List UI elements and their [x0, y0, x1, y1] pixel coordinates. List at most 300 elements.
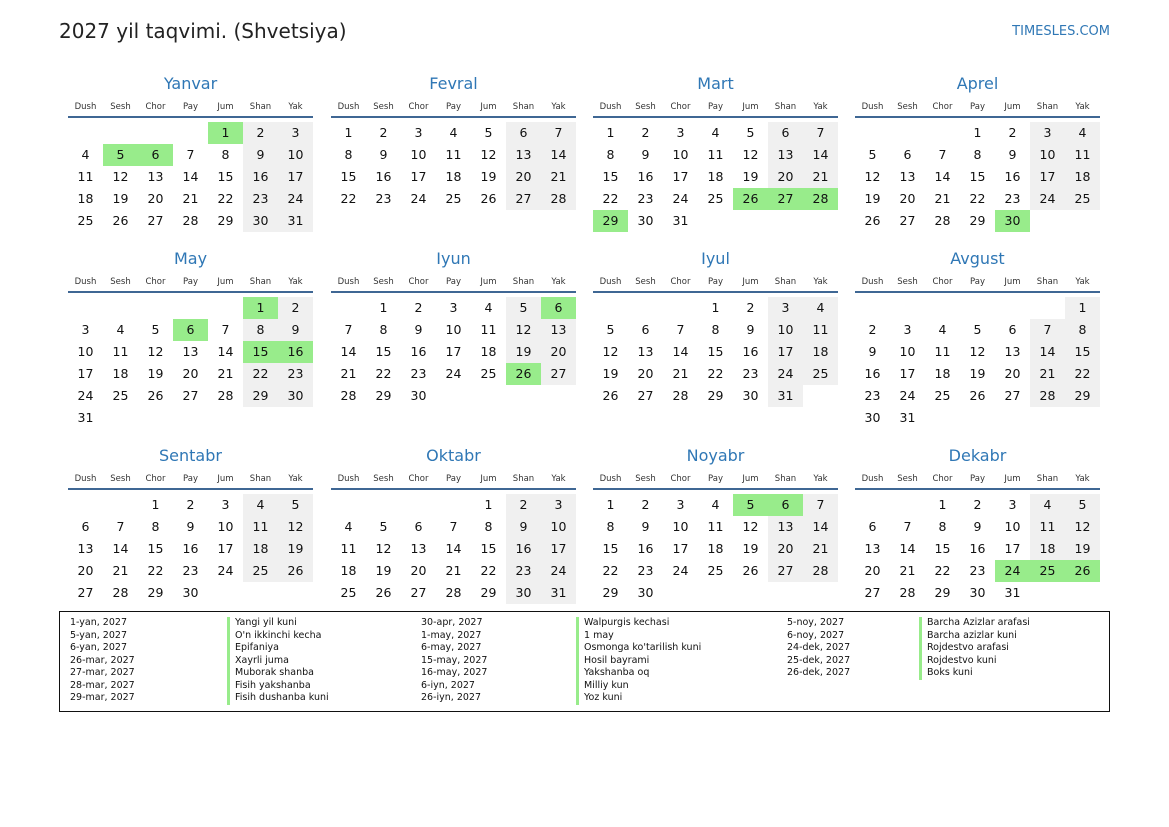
- day-cell: 2: [641, 497, 650, 512]
- day-cell: 28: [217, 388, 234, 403]
- empty-cell: [925, 122, 960, 144]
- day-cell: 2: [868, 322, 877, 337]
- day-cell: 7: [186, 147, 195, 162]
- weekday-label: Chor: [670, 277, 691, 287]
- day-cell: 20: [1004, 366, 1021, 381]
- day-cell: 1: [973, 125, 982, 140]
- day-cell: 25: [340, 585, 357, 600]
- weekday-header: [855, 472, 1100, 490]
- day-cell: 24: [278, 188, 313, 210]
- day-cell: 21: [672, 366, 689, 381]
- day-cell: 22: [602, 191, 619, 206]
- day-cell: 4: [711, 125, 720, 140]
- day-cell: 14: [182, 169, 199, 184]
- day-cell: 24: [217, 563, 234, 578]
- day-cell: 12: [742, 147, 759, 162]
- weekday-label: Yak: [551, 102, 566, 112]
- day-cell: 14: [934, 169, 951, 184]
- empty-cell: [1065, 210, 1100, 232]
- day-cell: 6: [81, 519, 90, 534]
- day-cell: 15: [969, 169, 986, 184]
- weekday-label: Sesh: [373, 102, 394, 112]
- day-cell: 27: [864, 585, 881, 600]
- day-cell: 27: [768, 560, 803, 582]
- empty-cell: [855, 122, 890, 144]
- holiday-name: Milliy kun: [584, 679, 629, 691]
- empty-cell: [68, 297, 103, 319]
- holiday-date: 6-iyn, 2027: [421, 679, 475, 691]
- empty-cell: [331, 494, 366, 516]
- day-cell: 17: [77, 366, 94, 381]
- holiday-name: 1 may: [584, 629, 614, 641]
- empty-cell: [541, 385, 576, 407]
- day-cell: 28: [541, 188, 576, 210]
- day-grid: [593, 494, 838, 604]
- empty-cell: [243, 582, 278, 604]
- weekday-label: Pay: [183, 277, 198, 287]
- day-cell: 15: [243, 341, 278, 363]
- weekday-label: Shan: [512, 277, 535, 287]
- empty-cell: [890, 122, 925, 144]
- day-cell: 6: [414, 519, 423, 534]
- empty-cell: [471, 385, 506, 407]
- day-cell: 5: [278, 494, 313, 516]
- holiday-name: Xayrli juma: [235, 654, 289, 666]
- day-cell: 24: [541, 560, 576, 582]
- day-cell: 19: [742, 541, 759, 556]
- day-cell: 18: [243, 538, 278, 560]
- day-cell: 9: [641, 519, 650, 534]
- weekday-label: Sesh: [110, 474, 131, 484]
- weekday-label: Yak: [288, 277, 303, 287]
- day-cell: 15: [934, 541, 951, 556]
- day-cell: 31: [899, 410, 916, 425]
- day-cell: 16: [375, 169, 392, 184]
- empty-cell: [173, 122, 208, 144]
- day-cell: 11: [243, 516, 278, 538]
- month-name: Aprel: [956, 74, 999, 93]
- day-cell: 7: [803, 494, 838, 516]
- day-cell: 12: [112, 169, 129, 184]
- day-cell: 30: [995, 210, 1030, 232]
- holiday-date: 6-noy, 2027: [787, 629, 845, 641]
- weekday-label: Chor: [145, 474, 166, 484]
- empty-cell: [925, 407, 960, 429]
- day-cell: 3: [768, 297, 803, 319]
- weekday-label: Yak: [813, 102, 828, 112]
- weekday-label: Sesh: [110, 102, 131, 112]
- day-cell: 2: [414, 300, 423, 315]
- weekday-header: [593, 275, 838, 293]
- weekday-label: Shan: [774, 474, 797, 484]
- page-title: 2027 yil taqvimi. (Shvetsiya): [59, 19, 347, 43]
- weekday-label: Sesh: [635, 277, 656, 287]
- empty-cell: [68, 494, 103, 516]
- day-cell: 4: [243, 494, 278, 516]
- day-cell: 14: [1030, 341, 1065, 363]
- day-cell: 1: [243, 297, 278, 319]
- month-name: Yanvar: [163, 74, 218, 93]
- day-cell: 2: [746, 300, 755, 315]
- weekday-label: Shan: [249, 102, 272, 112]
- day-cell: 4: [1065, 122, 1100, 144]
- holiday-name: Walpurgis kechasi: [584, 617, 670, 628]
- day-cell: 14: [899, 541, 916, 556]
- empty-cell: [401, 494, 436, 516]
- empty-cell: [698, 210, 733, 232]
- day-cell: 9: [414, 322, 423, 337]
- empty-cell: [803, 582, 838, 604]
- day-cell: 1: [208, 122, 243, 144]
- empty-cell: [925, 297, 960, 319]
- day-cell: 7: [803, 122, 838, 144]
- day-cell: 13: [541, 319, 576, 341]
- weekday-header: [331, 100, 576, 118]
- day-grid: [593, 297, 838, 407]
- holiday-names: [227, 617, 329, 705]
- day-cell: 4: [803, 297, 838, 319]
- day-cell: 6: [506, 122, 541, 144]
- weekday-label: Dush: [861, 102, 884, 112]
- day-cell: 12: [278, 516, 313, 538]
- weekday-label: Shan: [249, 277, 272, 287]
- weekday-label: Chor: [408, 474, 429, 484]
- empty-cell: [803, 210, 838, 232]
- day-cell: 4: [484, 300, 493, 315]
- empty-cell: [698, 582, 733, 604]
- day-cell: 26: [742, 563, 759, 578]
- day-cell: 30: [182, 585, 199, 600]
- day-cell: 9: [243, 144, 278, 166]
- day-cell: 7: [116, 519, 125, 534]
- month-aprel: [855, 72, 1100, 232]
- day-cell: 1: [711, 300, 720, 315]
- day-cell: 19: [969, 366, 986, 381]
- day-cell: 13: [77, 541, 94, 556]
- day-cell: 19: [278, 538, 313, 560]
- empty-cell: [278, 407, 313, 429]
- day-cell: 21: [803, 538, 838, 560]
- day-cell: 6: [768, 494, 803, 516]
- day-cell: 11: [445, 147, 462, 162]
- day-cell: 1: [151, 497, 160, 512]
- day-cell: 15: [602, 169, 619, 184]
- holiday-name: Osmonga ko'tarilish kuni: [584, 642, 702, 653]
- weekday-label: Yak: [813, 277, 828, 287]
- month-oktabr: [331, 444, 576, 604]
- day-cell: 8: [151, 519, 160, 534]
- day-cell: 23: [243, 188, 278, 210]
- day-cell: 1: [606, 125, 615, 140]
- day-cell: 10: [541, 516, 576, 538]
- day-cell: 25: [934, 388, 951, 403]
- day-cell: 28: [182, 213, 199, 228]
- month-name: Fevral: [429, 74, 478, 93]
- day-cell: 19: [147, 366, 164, 381]
- day-cell: 10: [217, 519, 234, 534]
- day-cell: 27: [77, 585, 94, 600]
- day-cell: 24: [768, 363, 803, 385]
- day-cell: 12: [1065, 516, 1100, 538]
- day-cell: 10: [77, 344, 94, 359]
- day-cell: 23: [637, 191, 654, 206]
- day-cell: 3: [903, 322, 912, 337]
- day-cell: 6: [541, 297, 576, 319]
- weekday-label: Shan: [512, 474, 535, 484]
- day-cell: 22: [934, 563, 951, 578]
- day-cell: 28: [340, 388, 357, 403]
- weekday-label: Pay: [708, 277, 723, 287]
- day-cell: 9: [278, 319, 313, 341]
- empty-cell: [173, 297, 208, 319]
- weekday-label: Pay: [446, 277, 461, 287]
- holiday-name: Boks kuni: [927, 667, 973, 678]
- day-grid: [855, 494, 1100, 604]
- weekday-label: Jum: [480, 474, 497, 484]
- weekday-label: Dush: [337, 277, 360, 287]
- day-cell: 12: [969, 344, 986, 359]
- empty-cell: [103, 297, 138, 319]
- empty-cell: [733, 582, 768, 604]
- empty-cell: [628, 297, 663, 319]
- empty-cell: [506, 385, 541, 407]
- day-cell: 7: [938, 147, 947, 162]
- day-cell: 4: [1030, 494, 1065, 516]
- day-cell: 29: [934, 585, 951, 600]
- day-cell: 19: [480, 169, 497, 184]
- day-cell: 13: [768, 516, 803, 538]
- day-cell: 5: [151, 322, 160, 337]
- day-cell: 23: [864, 388, 881, 403]
- month-may: [68, 247, 313, 429]
- day-cell: 15: [480, 541, 497, 556]
- day-cell: 13: [410, 541, 427, 556]
- day-cell: 27: [1004, 388, 1021, 403]
- day-cell: 3: [81, 322, 90, 337]
- day-cell: 5: [103, 144, 138, 166]
- holiday-date: 29-mar, 2027: [70, 692, 135, 703]
- day-cell: 17: [1030, 166, 1065, 188]
- month-fevral: [331, 72, 576, 210]
- empty-cell: [855, 297, 890, 319]
- weekday-label: Sesh: [373, 474, 394, 484]
- day-cell: 31: [541, 582, 576, 604]
- weekday-header: [855, 275, 1100, 293]
- day-cell: 1: [1065, 297, 1100, 319]
- day-cell: 10: [672, 519, 689, 534]
- day-cell: 4: [344, 519, 353, 534]
- day-cell: 8: [221, 147, 230, 162]
- day-cell: 23: [637, 563, 654, 578]
- day-cell: 11: [707, 519, 724, 534]
- month-sentabr: [68, 444, 313, 604]
- empty-cell: [138, 297, 173, 319]
- day-cell: 17: [541, 538, 576, 560]
- month-name: Sentabr: [159, 446, 222, 465]
- holiday-name: Yangi yil kuni: [235, 617, 297, 628]
- holiday-name: Barcha Azizlar arafasi: [927, 617, 1030, 628]
- day-cell: 9: [746, 322, 755, 337]
- weekday-label: Pay: [708, 102, 723, 112]
- empty-cell: [663, 582, 698, 604]
- day-cell: 30: [506, 582, 541, 604]
- day-cell: 17: [672, 541, 689, 556]
- day-cell: 20: [147, 191, 164, 206]
- holiday-name: Muborak shanba: [235, 667, 314, 678]
- weekday-label: Shan: [774, 277, 797, 287]
- day-cell: 13: [506, 144, 541, 166]
- weekday-label: Jum: [1004, 474, 1021, 484]
- day-cell: 27: [541, 363, 576, 385]
- day-cell: 21: [899, 563, 916, 578]
- day-cell: 18: [77, 191, 94, 206]
- day-cell: 8: [711, 322, 720, 337]
- day-cell: 13: [768, 144, 803, 166]
- empty-cell: [995, 297, 1030, 319]
- empty-cell: [733, 210, 768, 232]
- day-cell: 18: [480, 344, 497, 359]
- day-cell: 9: [973, 519, 982, 534]
- holiday-dates: [787, 617, 850, 680]
- day-cell: 20: [899, 191, 916, 206]
- day-cell: 21: [217, 366, 234, 381]
- holiday-name: O'n ikkinchi kecha: [235, 629, 322, 641]
- day-cell: 18: [1065, 166, 1100, 188]
- empty-cell: [68, 122, 103, 144]
- day-cell: 23: [742, 366, 759, 381]
- day-cell: 20: [182, 366, 199, 381]
- empty-cell: [1030, 297, 1065, 319]
- day-cell: 21: [340, 366, 357, 381]
- day-cell: 23: [969, 563, 986, 578]
- day-cell: 14: [672, 344, 689, 359]
- day-cell: 24: [995, 560, 1030, 582]
- day-cell: 26: [375, 585, 392, 600]
- day-cell: 20: [864, 563, 881, 578]
- day-cell: 29: [480, 585, 497, 600]
- day-cell: 10: [410, 147, 427, 162]
- day-cell: 16: [278, 341, 313, 363]
- holiday-names: [576, 617, 701, 705]
- empty-cell: [663, 297, 698, 319]
- day-cell: 17: [672, 169, 689, 184]
- day-cell: 15: [340, 169, 357, 184]
- day-cell: 11: [803, 319, 838, 341]
- weekday-label: Pay: [708, 474, 723, 484]
- weekday-label: Dush: [599, 474, 622, 484]
- weekday-label: Dush: [74, 277, 97, 287]
- day-grid: [68, 494, 313, 604]
- empty-cell: [436, 385, 471, 407]
- day-cell: 19: [112, 191, 129, 206]
- day-cell: 21: [112, 563, 129, 578]
- day-cell: 12: [506, 319, 541, 341]
- day-cell: 22: [217, 191, 234, 206]
- day-cell: 19: [375, 563, 392, 578]
- day-cell: 4: [116, 322, 125, 337]
- day-cell: 2: [278, 297, 313, 319]
- day-cell: 9: [868, 344, 877, 359]
- empty-cell: [138, 122, 173, 144]
- day-cell: 20: [637, 366, 654, 381]
- weekday-label: Yak: [288, 102, 303, 112]
- day-cell: 28: [445, 585, 462, 600]
- day-cell: 18: [445, 169, 462, 184]
- empty-cell: [208, 297, 243, 319]
- month-name: Dekabr: [948, 446, 1007, 465]
- day-cell: 22: [1065, 363, 1100, 385]
- day-cell: 29: [375, 388, 392, 403]
- weekday-label: Dush: [861, 277, 884, 287]
- day-cell: 13: [864, 541, 881, 556]
- day-cell: 20: [541, 341, 576, 363]
- day-cell: 8: [344, 147, 353, 162]
- day-cell: 3: [676, 125, 685, 140]
- day-cell: 12: [147, 344, 164, 359]
- day-cell: 2: [186, 497, 195, 512]
- holiday-name: Barcha azizlar kuni: [927, 629, 1017, 641]
- day-cell: 9: [379, 147, 388, 162]
- day-cell: 14: [217, 344, 234, 359]
- weekday-label: Chor: [145, 102, 166, 112]
- day-cell: 9: [506, 516, 541, 538]
- site-link[interactable]: TIMESLES.COM: [1012, 24, 1110, 39]
- weekday-label: Pay: [183, 102, 198, 112]
- holiday-date: 26-iyn, 2027: [421, 692, 482, 703]
- day-cell: 9: [1008, 147, 1017, 162]
- day-cell: 23: [182, 563, 199, 578]
- weekday-label: Sesh: [110, 277, 131, 287]
- day-cell: 15: [707, 344, 724, 359]
- month-name: Oktabr: [426, 446, 481, 465]
- month-dekabr: [855, 444, 1100, 604]
- weekday-label: Jum: [480, 102, 497, 112]
- day-cell: 19: [742, 169, 759, 184]
- day-grid: [855, 122, 1100, 232]
- day-cell: 29: [217, 213, 234, 228]
- day-cell: 20: [410, 563, 427, 578]
- empty-cell: [995, 407, 1030, 429]
- day-cell: 22: [340, 191, 357, 206]
- day-cell: 7: [676, 322, 685, 337]
- day-cell: 10: [672, 147, 689, 162]
- holiday-dates: [421, 617, 487, 705]
- day-grid: [68, 122, 313, 232]
- day-cell: 25: [1030, 560, 1065, 582]
- day-cell: 13: [899, 169, 916, 184]
- day-cell: 7: [449, 519, 458, 534]
- weekday-label: Yak: [813, 474, 828, 484]
- day-cell: 30: [637, 585, 654, 600]
- day-cell: 23: [410, 366, 427, 381]
- day-cell: 31: [77, 410, 94, 425]
- holiday-name: Fisih yakshanba: [235, 679, 311, 691]
- empty-cell: [208, 407, 243, 429]
- month-iyun: [331, 247, 576, 407]
- empty-cell: [208, 582, 243, 604]
- holiday-name: Rojdestvo arafasi: [927, 642, 1009, 653]
- day-cell: 26: [147, 388, 164, 403]
- empty-cell: [768, 210, 803, 232]
- holiday-names: [919, 617, 1030, 680]
- day-cell: 15: [375, 344, 392, 359]
- weekday-label: Yak: [551, 474, 566, 484]
- month-name: Iyul: [701, 249, 730, 268]
- day-cell: 5: [746, 125, 755, 140]
- day-cell: 15: [147, 541, 164, 556]
- day-cell: 24: [77, 388, 94, 403]
- day-cell: 9: [641, 147, 650, 162]
